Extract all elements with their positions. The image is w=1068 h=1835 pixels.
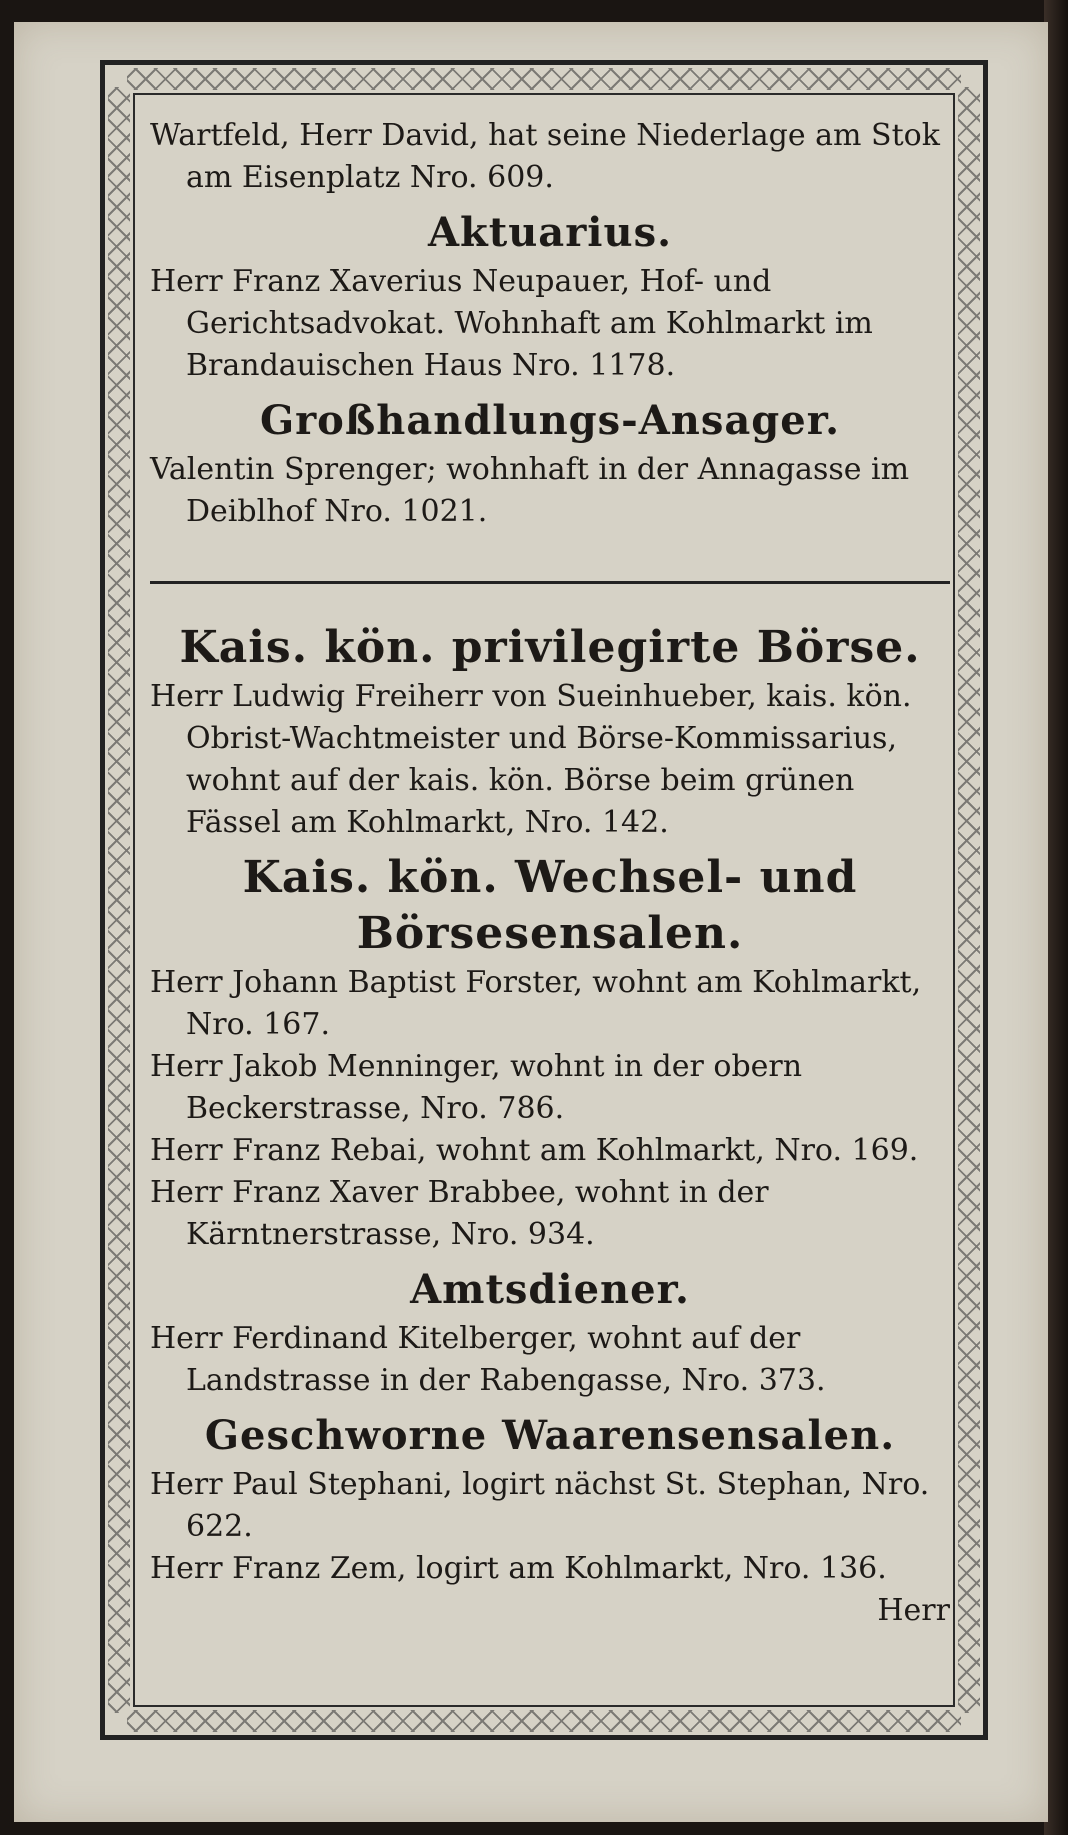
border-ornament-right [958, 87, 980, 1713]
heading-boerse: Kais. kön. privilegirte Börse. [179, 622, 921, 673]
entry-aktuarius: Herr Franz Xaverius Neupauer, Hof- und Gerichtsadvokat. Wohnhaft am Kohlmarkt im Brandauischen Haus Nro. 1178. [150, 264, 873, 383]
entry-ansager: Valentin Sprenger; wohnhaft in der Annagasse im Deiblhof Nro. 1021. [150, 452, 910, 529]
entry-rebai: Herr Franz Rebai, wohnt am Kohlmarkt, Nro. 169. [150, 1133, 919, 1168]
heading-sensalen: Kais. kön. Wechsel- und Börsesensalen. [242, 852, 858, 959]
heading-ansager: Großhandlungs-Ansager. [259, 397, 841, 444]
page-content [150, 115, 950, 1632]
border-ornament-left [108, 87, 130, 1713]
catchword: Herr [877, 1593, 950, 1628]
entry-stephani: Herr Paul Stephani, logirt nächst St. Stephan, Nro. 622. [150, 1467, 930, 1544]
border-ornament-bottom [127, 1710, 961, 1732]
entry-forster: Herr Johann Baptist Forster, wohnt am Kohlmarkt, Nro. 167. [150, 965, 922, 1042]
entry-boerse: Herr Ludwig Freiherr von Sueinhueber, kais. kön. Obrist-Wachtmeister und Börse-Kommissarius, wohnt auf der kais. kön. Börse beim grünen Fässel am Kohlmarkt, Nro. 142. [150, 679, 912, 840]
entry-zem: Herr Franz Zem, logirt am Kohlmarkt, Nro. 136. [150, 1551, 887, 1586]
entry-menninger: Herr Jakob Menninger, wohnt in der obern Beckerstrasse, Nro. 786. [150, 1049, 803, 1126]
heading-waarensensalen: Geschworne Waarensensalen. [204, 1412, 896, 1459]
heading-amtsdiener: Amtsdiener. [410, 1266, 690, 1313]
section-divider [150, 581, 950, 584]
entry-brabbee: Herr Franz Xaver Brabbee, wohnt in der Kärntnerstrasse, Nro. 934. [150, 1175, 769, 1252]
border-ornament-top [127, 68, 961, 90]
entry-kitelberger: Herr Ferdinand Kitelberger, wohnt auf der Landstrasse in der Rabengasse, Nro. 373. [150, 1321, 826, 1398]
heading-aktuarius: Aktuarius. [427, 209, 673, 256]
entry-wartfeld: Wartfeld, Herr David, hat seine Niederlage am Stok am Eisenplatz Nro. 609. [150, 118, 940, 195]
